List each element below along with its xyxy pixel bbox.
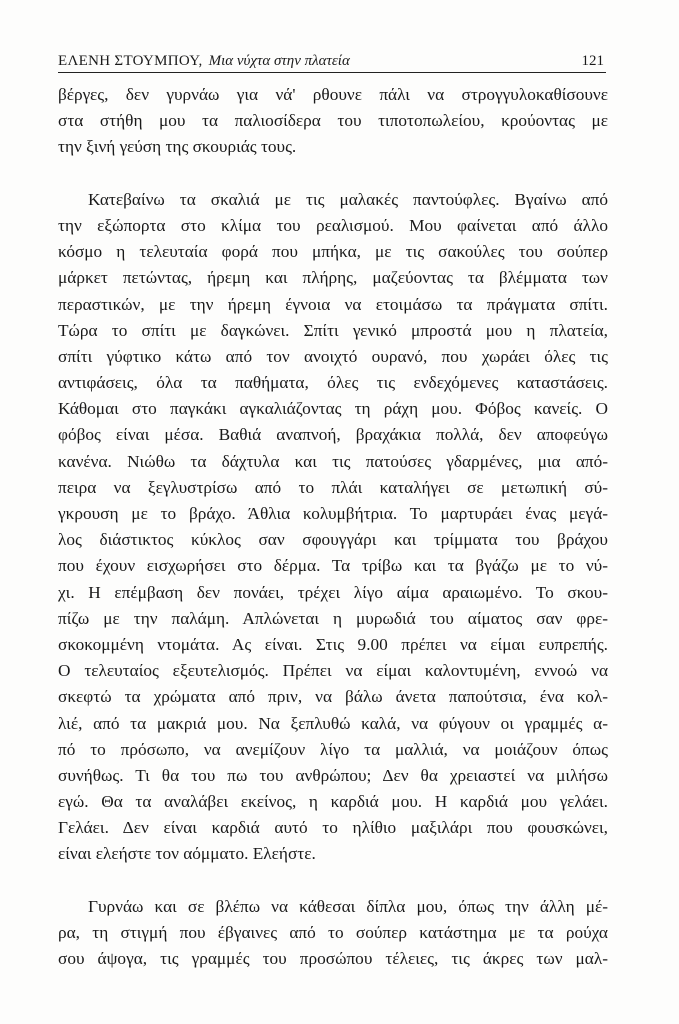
text-line: λιέ, από τα μακριά μου. Να ξεπλυθώ καλά, να φύγουν οι γραμμές α- — [58, 713, 608, 733]
text-line: πό το πρόσωπο, να ανεμίζουν λίγο τα μαλλιά, να μοιάζουν όπως — [58, 739, 608, 759]
text-line: σκεφτώ τα χρώματα από πριν, να βάλω άνετα παπούτσια, ένα κολ- — [58, 687, 608, 707]
body-text — [58, 82, 608, 972]
text-line: συνήθως. Τι θα του πω του ανθρώπου; Δεν θα χρειαστεί να μιλήσω — [58, 765, 608, 785]
text-line: την εξώπορτα στο κλίμα του ρεαλισμού. Μου φαίνεται από άλλο — [58, 215, 608, 235]
text-line: την ξινή γεύση της σκουριάς τους. — [58, 137, 297, 157]
text-line: κόσμο η τελευταία φορά που μπήκα, με τις σακούλες του σούπερ — [58, 242, 608, 262]
text-line: χι. Η επέμβαση δεν πονάει, τρέχει λίγο αίμα αραιωμένο. Το σκου- — [58, 582, 608, 602]
text-line: Τώρα το σπίτι με δαγκώνει. Σπίτι γενικό μπροστά μου η πλατεία, — [58, 320, 608, 340]
text-line: σπίτι γύφτικο κάτω από τον ανοιχτό ουρανό, που χωράει όλες τις — [58, 346, 608, 366]
text-line: λος διάστικτος κύκλος σαν σφουγγάρι και τρίμματα του βράχου — [58, 530, 608, 550]
text-line: σκοκομμένη ντομάτα. Ας είναι. Στις 9.00 πρέπει να είμαι ευπρεπής. — [58, 634, 608, 654]
text-line: Γυρνάω και σε βλέπω να κάθεσαι δίπλα μου, όπως την άλλη μέ- — [88, 896, 608, 916]
paragraph — [58, 894, 608, 973]
text-line: στα στήθη μου τα παλιοσίδερα του τιποτοπωλείου, κρούοντας με — [58, 111, 608, 131]
paragraph-gap — [58, 161, 608, 187]
text-line: Κατεβαίνω τα σκαλιά με τις μαλακές παντούφλες. Βγαίνω από — [88, 189, 608, 209]
text-line: πειρα να ξεγλυστρίσω από το πλάι καταλήγει σε μετωπική σύ- — [58, 477, 608, 497]
text-line: Γελάει. Δεν είναι καρδιά αυτό το ηλίθιο μαξιλάρι που φουσκώνει, — [58, 818, 608, 838]
text-line: γκρουση με το βράχο. Άθλια κολυμβήτρια. Το μαρτυράει ένας μεγά- — [58, 504, 608, 523]
text-line: σου άψογα, τις γραμμές του προσώπου τέλειες, τις άκρες των μαλ- — [58, 949, 608, 969]
text-line: πίζω με την παλάμη. Απλώνεται η μυρωδιά του αίματος σαν φρε- — [58, 608, 608, 628]
text-line: περαστικών, με την ήρεμη έγνοια να ετοιμάσω τα πράγματα σπίτι. — [58, 294, 608, 314]
text-line: είναι ελεήστε τον αόμματο. Ελεήστε. — [58, 844, 316, 864]
paragraph-gap — [58, 868, 608, 894]
text-line: εγώ. Θα τα αναλάβει εκείνος, η καρδιά μου. Η καρδιά μου γελάει. — [58, 792, 608, 812]
text-line: Κάθομαι στο παγκάκι αγκαλιάζοντας τη ράχη μου. Φόβος κανείς. Ο — [58, 399, 608, 419]
text-line: ρα, τη στιγμή που έβγαινες από το σούπερ κατάστημα με τα ρούχα — [58, 923, 608, 942]
paragraph — [58, 82, 608, 161]
page-number: 121 — [581, 53, 604, 69]
paragraph — [58, 187, 608, 868]
text-line: που έχουν εισχωρήσει στο δέρμα. Τα τρίβω και τα βγάζω με το νύ- — [58, 556, 608, 576]
text-line: κανένα. Νιώθω τα δάχτυλα και τις πατούσες γδαρμένες, μια από- — [58, 451, 608, 471]
text-line: Ο τελευταίος εξευτελισμός. Πρέπει να είμαι καλοντυμένη, εννοώ να — [58, 661, 608, 681]
text-line: αντιφάσεις, όλα τα παθήματα, όλες τις ενδεχόμενες καταστάσεις. — [58, 373, 608, 393]
text-line: μάρκετ πετώντας, ήρεμη και πλήρης, μαζεύοντας τα βλέμματα των — [58, 268, 608, 288]
text-line: βέργες, δεν γυρνάω για νά' ρθουνε πάλι να στρογγυλοκαθίσουνε — [58, 85, 608, 104]
text-line: φόβος είναι μέσα. Βαθιά αναπνοή, βραχάκια πολλά, δεν αποφεύγω — [58, 425, 608, 445]
header-author: ΕΛΕΝΗ ΣΤΟΥΜΠΟΥ, — [58, 53, 203, 69]
header-book-title: Μια νύχτα στην πλατεία — [208, 53, 350, 69]
running-header — [58, 50, 606, 73]
